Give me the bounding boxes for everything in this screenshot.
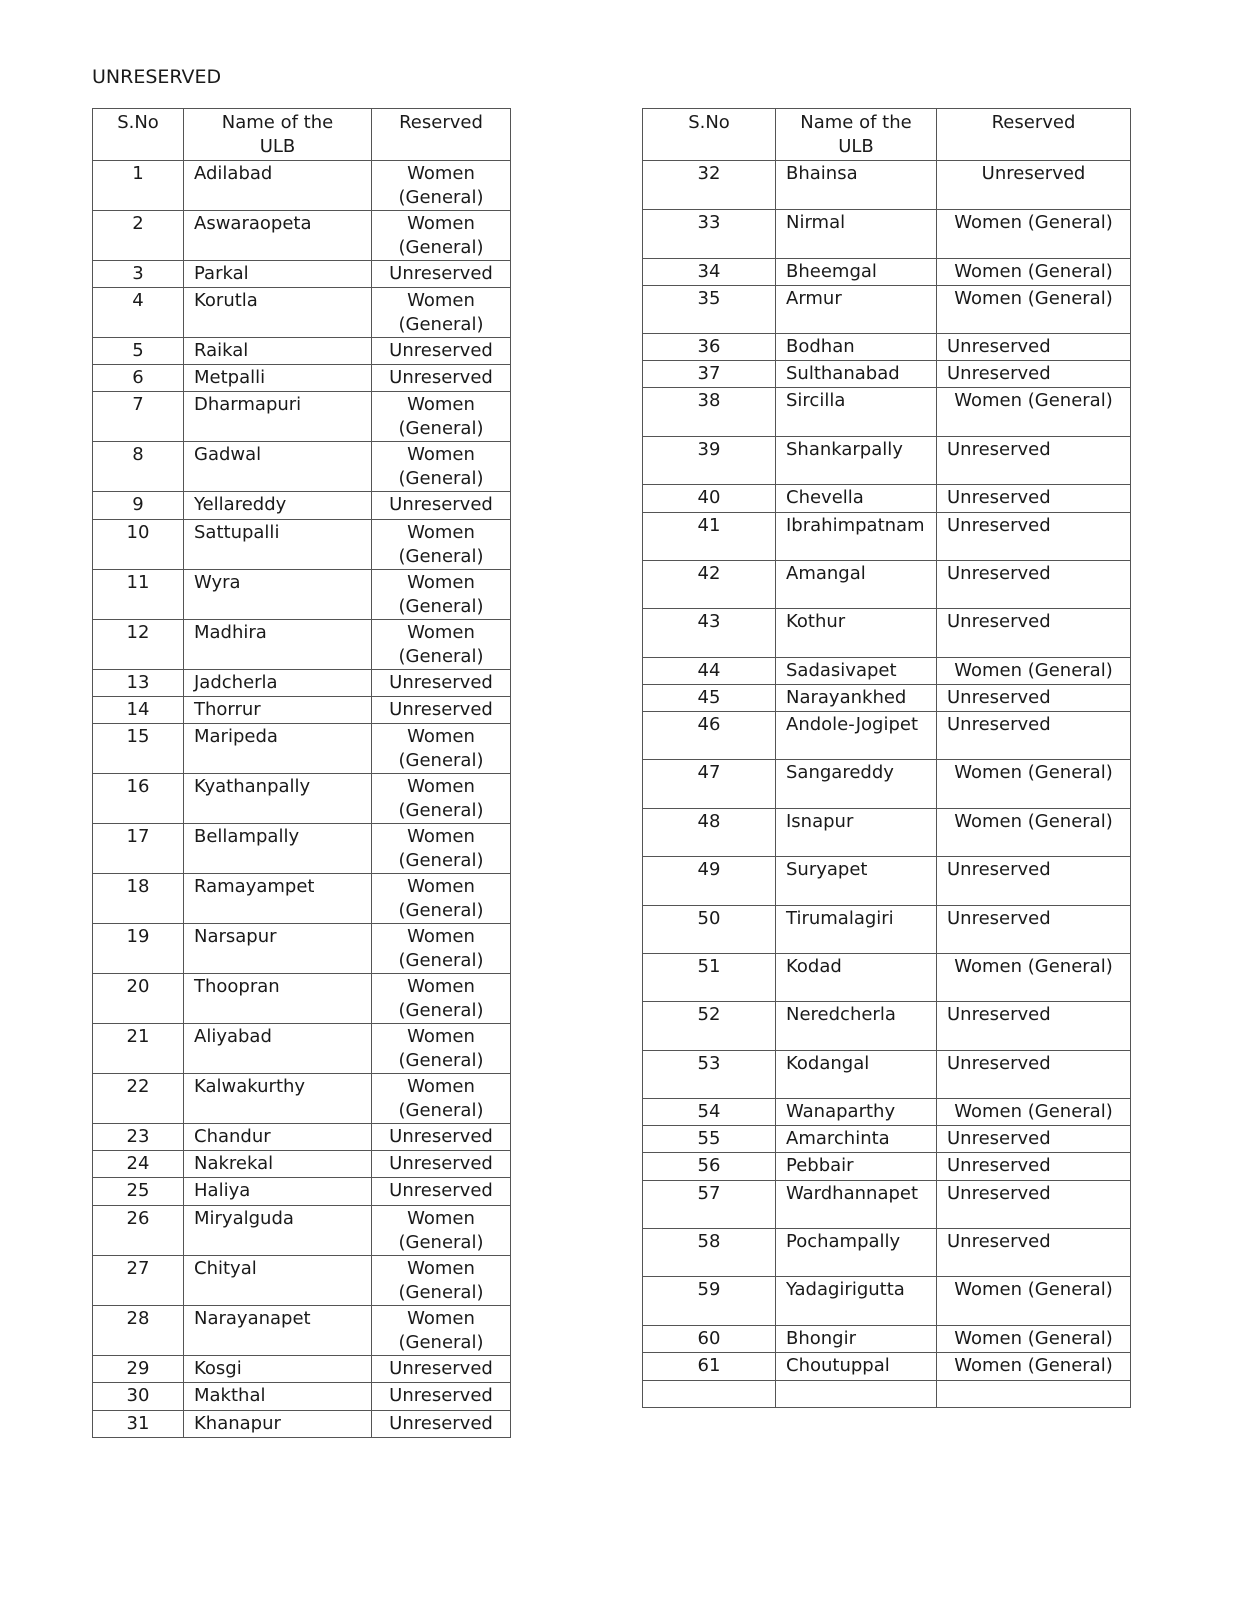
- table-row: [93, 492, 511, 520]
- cell-reserved: Unreserved: [937, 906, 1131, 954]
- table-row: [93, 1306, 511, 1356]
- cell-ulb-name: Raikal: [184, 338, 372, 365]
- table-row: [93, 924, 511, 974]
- table-row: [93, 1383, 511, 1411]
- table-row: [643, 906, 1131, 954]
- cell-sno: 18: [93, 874, 184, 924]
- table-row: [93, 365, 511, 392]
- cell-ulb-name: Gadwal: [184, 442, 372, 492]
- cell-ulb-name: Suryapet: [776, 857, 937, 906]
- cell-ulb-name: Armur: [776, 286, 937, 334]
- cell-ulb-name: Sulthanabad: [776, 361, 937, 388]
- table-row: [93, 261, 511, 288]
- cell-sno: 14: [93, 697, 184, 724]
- cell-ulb-name: Pochampally: [776, 1229, 937, 1277]
- cell-sno: 20: [93, 974, 184, 1024]
- table-row: [93, 570, 511, 620]
- cell-ulb-name: Chandur: [184, 1124, 372, 1151]
- table-row: [93, 874, 511, 924]
- table-row: [93, 520, 511, 570]
- cell-ulb-name: Narsapur: [184, 924, 372, 974]
- table-row: [93, 392, 511, 442]
- cell-ulb-name: Bhongir: [776, 1326, 937, 1353]
- cell-reserved: Women (General): [372, 874, 511, 924]
- cell-sno: 57: [643, 1181, 776, 1229]
- cell-sno: 10: [93, 520, 184, 570]
- cell-reserved: Unreserved: [937, 609, 1131, 658]
- cell-reserved: Unreserved: [937, 334, 1131, 361]
- cell-ulb-name: [776, 1381, 937, 1408]
- cell-sno: 30: [93, 1383, 184, 1411]
- cell-sno: 8: [93, 442, 184, 492]
- cell-ulb-name: Amarchinta: [776, 1126, 937, 1153]
- table-row: [93, 974, 511, 1024]
- table-row: [93, 1151, 511, 1178]
- cell-reserved: Unreserved: [372, 670, 511, 697]
- cell-ulb-name: Yellareddy: [184, 492, 372, 520]
- table-row: [643, 1353, 1131, 1381]
- cell-ulb-name: Kodad: [776, 954, 937, 1002]
- cell-ulb-name: Metpalli: [184, 365, 372, 392]
- cell-reserved: Women (General): [937, 658, 1131, 685]
- cell-sno: 42: [643, 561, 776, 609]
- cell-reserved: Women (General): [372, 288, 511, 338]
- cell-reserved: Women (General): [937, 954, 1131, 1002]
- table-row: [643, 954, 1131, 1002]
- cell-sno: 33: [643, 210, 776, 259]
- cell-ulb-name: Wyra: [184, 570, 372, 620]
- page-heading: UNRESERVED: [92, 66, 222, 88]
- cell-sno: 7: [93, 392, 184, 442]
- cell-reserved: Unreserved: [372, 365, 511, 392]
- table-row: [93, 1206, 511, 1256]
- cell-ulb-name: Aswaraopeta: [184, 211, 372, 261]
- cell-reserved: Women (General): [937, 286, 1131, 334]
- cell-ulb-name: Kodangal: [776, 1051, 937, 1099]
- cell-reserved: Unreserved: [937, 1002, 1131, 1051]
- cell-sno: 46: [643, 712, 776, 760]
- table-row: [93, 1256, 511, 1306]
- cell-sno: 55: [643, 1126, 776, 1153]
- cell-sno: 31: [93, 1411, 184, 1438]
- table-row: [643, 1099, 1131, 1126]
- cell-ulb-name: Shankarpally: [776, 437, 937, 485]
- table-row: [643, 1153, 1131, 1181]
- cell-ulb-name: Nakrekal: [184, 1151, 372, 1178]
- cell-reserved: Unreserved: [937, 1153, 1131, 1181]
- cell-ulb-name: Miryalguda: [184, 1206, 372, 1256]
- table-row: [643, 1277, 1131, 1326]
- cell-ulb-name: Narayankhed: [776, 685, 937, 712]
- cell-reserved: Women (General): [372, 1206, 511, 1256]
- cell-reserved: Women (General): [937, 1326, 1131, 1353]
- table-row: [643, 809, 1131, 857]
- cell-reserved: Unreserved: [937, 1181, 1131, 1229]
- cell-ulb-name: Makthal: [184, 1383, 372, 1411]
- cell-sno: 22: [93, 1074, 184, 1124]
- table-row: [93, 442, 511, 492]
- cell-sno: 52: [643, 1002, 776, 1051]
- table-row: [93, 774, 511, 824]
- cell-ulb-name: Chevella: [776, 485, 937, 513]
- cell-reserved: Unreserved: [372, 338, 511, 365]
- ulb-table-right: [642, 108, 1131, 1408]
- cell-reserved: Women (General): [937, 259, 1131, 286]
- cell-reserved: Women (General): [372, 974, 511, 1024]
- cell-reserved: Unreserved: [937, 1051, 1131, 1099]
- header-sno: S.No: [93, 109, 184, 161]
- cell-sno: 39: [643, 437, 776, 485]
- cell-reserved: Women (General): [937, 809, 1131, 857]
- table-row: [643, 513, 1131, 561]
- cell-ulb-name: Sircilla: [776, 388, 937, 437]
- cell-sno: 16: [93, 774, 184, 824]
- table-row: [643, 437, 1131, 485]
- cell-ulb-name: Madhira: [184, 620, 372, 670]
- cell-ulb-name: Choutuppal: [776, 1353, 937, 1381]
- cell-sno: 56: [643, 1153, 776, 1181]
- table-row: [93, 1074, 511, 1124]
- table-row: [643, 388, 1131, 437]
- cell-ulb-name: Khanapur: [184, 1411, 372, 1438]
- cell-ulb-name: Bheemgal: [776, 259, 937, 286]
- cell-reserved: Women (General): [372, 211, 511, 261]
- cell-ulb-name: Adilabad: [184, 161, 372, 211]
- cell-ulb-name: Kyathanpally: [184, 774, 372, 824]
- cell-reserved: Unreserved: [937, 685, 1131, 712]
- cell-ulb-name: Korutla: [184, 288, 372, 338]
- cell-ulb-name: Amangal: [776, 561, 937, 609]
- cell-reserved: Women (General): [372, 392, 511, 442]
- table-row: [93, 824, 511, 874]
- table-row: [643, 286, 1131, 334]
- cell-reserved: Unreserved: [372, 1178, 511, 1206]
- cell-reserved: Women (General): [372, 570, 511, 620]
- cell-ulb-name: Kalwakurthy: [184, 1074, 372, 1124]
- cell-reserved: Women (General): [372, 774, 511, 824]
- cell-sno: 35: [643, 286, 776, 334]
- table-row: [643, 1181, 1131, 1229]
- header-name: Name of the ULB: [776, 109, 937, 161]
- cell-reserved: Women (General): [372, 824, 511, 874]
- cell-ulb-name: Maripeda: [184, 724, 372, 774]
- cell-sno: 54: [643, 1099, 776, 1126]
- table-row: [643, 712, 1131, 760]
- cell-reserved: Women (General): [937, 210, 1131, 259]
- table-row: [643, 259, 1131, 286]
- cell-ulb-name: Ramayampet: [184, 874, 372, 924]
- cell-ulb-name: Chityal: [184, 1256, 372, 1306]
- cell-sno: 50: [643, 906, 776, 954]
- cell-ulb-name: Neredcherla: [776, 1002, 937, 1051]
- cell-sno: 51: [643, 954, 776, 1002]
- table-row: [643, 561, 1131, 609]
- cell-reserved: Unreserved: [372, 1124, 511, 1151]
- cell-reserved: Unreserved: [937, 161, 1131, 210]
- table-row: [93, 1024, 511, 1074]
- cell-sno: 60: [643, 1326, 776, 1353]
- cell-sno: 21: [93, 1024, 184, 1074]
- cell-ulb-name: Haliya: [184, 1178, 372, 1206]
- cell-ulb-name: Tirumalagiri: [776, 906, 937, 954]
- cell-sno: 4: [93, 288, 184, 338]
- cell-ulb-name: Isnapur: [776, 809, 937, 857]
- cell-reserved: Unreserved: [937, 361, 1131, 388]
- table-row: [643, 1326, 1131, 1353]
- cell-sno: 27: [93, 1256, 184, 1306]
- cell-ulb-name: Thoopran: [184, 974, 372, 1024]
- cell-sno: 49: [643, 857, 776, 906]
- cell-sno: 11: [93, 570, 184, 620]
- cell-sno: 15: [93, 724, 184, 774]
- header-name: Name of the ULB: [184, 109, 372, 161]
- cell-ulb-name: Andole-Jogipet: [776, 712, 937, 760]
- cell-sno: 59: [643, 1277, 776, 1326]
- cell-reserved: Unreserved: [937, 437, 1131, 485]
- cell-reserved: Unreserved: [372, 1356, 511, 1383]
- cell-reserved: Unreserved: [937, 857, 1131, 906]
- cell-ulb-name: Wanaparthy: [776, 1099, 937, 1126]
- table-row: [643, 1051, 1131, 1099]
- cell-sno: 47: [643, 760, 776, 809]
- table-row: [643, 485, 1131, 513]
- header-reserved: Reserved: [372, 109, 511, 161]
- table-row: [93, 211, 511, 261]
- cell-sno: 38: [643, 388, 776, 437]
- cell-reserved: Unreserved: [372, 1383, 511, 1411]
- cell-ulb-name: Nirmal: [776, 210, 937, 259]
- table-row: [643, 361, 1131, 388]
- cell-reserved: Unreserved: [937, 485, 1131, 513]
- table-header-row: [93, 109, 511, 161]
- table-row: [93, 670, 511, 697]
- cell-reserved: Women (General): [372, 1256, 511, 1306]
- cell-ulb-name: Ibrahimpatnam: [776, 513, 937, 561]
- table-row: [643, 760, 1131, 809]
- table-row: [643, 334, 1131, 361]
- cell-reserved: Unreserved: [937, 1126, 1131, 1153]
- table-row: [93, 161, 511, 211]
- cell-ulb-name: Narayanapet: [184, 1306, 372, 1356]
- cell-ulb-name: Sattupalli: [184, 520, 372, 570]
- cell-sno: 37: [643, 361, 776, 388]
- cell-reserved: Unreserved: [937, 712, 1131, 760]
- table-row: [643, 1229, 1131, 1277]
- cell-sno: [643, 1381, 776, 1408]
- cell-sno: 36: [643, 334, 776, 361]
- cell-reserved: Women (General): [937, 1353, 1131, 1381]
- cell-sno: 61: [643, 1353, 776, 1381]
- cell-reserved: Unreserved: [372, 492, 511, 520]
- cell-reserved: Unreserved: [937, 513, 1131, 561]
- cell-reserved: Women (General): [937, 1277, 1131, 1326]
- cell-reserved: Unreserved: [372, 1411, 511, 1438]
- cell-sno: 32: [643, 161, 776, 210]
- table-row: [93, 1178, 511, 1206]
- table-row: [643, 658, 1131, 685]
- cell-reserved: Women (General): [372, 161, 511, 211]
- cell-sno: 23: [93, 1124, 184, 1151]
- cell-sno: 17: [93, 824, 184, 874]
- ulb-table-left: [92, 108, 511, 1438]
- cell-ulb-name: Bodhan: [776, 334, 937, 361]
- cell-sno: 6: [93, 365, 184, 392]
- cell-sno: 58: [643, 1229, 776, 1277]
- cell-reserved: Unreserved: [937, 561, 1131, 609]
- table-row: [93, 338, 511, 365]
- table-row: [93, 697, 511, 724]
- cell-reserved: [937, 1381, 1131, 1408]
- table-row: [643, 1381, 1131, 1408]
- table-row: [643, 210, 1131, 259]
- cell-reserved: Women (General): [372, 520, 511, 570]
- cell-sno: 40: [643, 485, 776, 513]
- table-row: [643, 609, 1131, 658]
- table-row: [93, 288, 511, 338]
- cell-ulb-name: Jadcherla: [184, 670, 372, 697]
- cell-sno: 48: [643, 809, 776, 857]
- cell-sno: 28: [93, 1306, 184, 1356]
- cell-reserved: Women (General): [372, 620, 511, 670]
- cell-ulb-name: Kothur: [776, 609, 937, 658]
- table-row: [643, 161, 1131, 210]
- cell-reserved: Women (General): [372, 724, 511, 774]
- cell-reserved: Unreserved: [372, 261, 511, 288]
- cell-reserved: Women (General): [937, 388, 1131, 437]
- cell-sno: 29: [93, 1356, 184, 1383]
- cell-sno: 45: [643, 685, 776, 712]
- cell-sno: 5: [93, 338, 184, 365]
- cell-reserved: Unreserved: [937, 1229, 1131, 1277]
- table-row: [643, 685, 1131, 712]
- cell-sno: 34: [643, 259, 776, 286]
- table-row: [643, 1002, 1131, 1051]
- cell-ulb-name: Sadasivapet: [776, 658, 937, 685]
- cell-sno: 13: [93, 670, 184, 697]
- table-row: [93, 620, 511, 670]
- cell-ulb-name: Kosgi: [184, 1356, 372, 1383]
- table-row: [643, 1126, 1131, 1153]
- cell-sno: 24: [93, 1151, 184, 1178]
- cell-sno: 19: [93, 924, 184, 974]
- header-sno: S.No: [643, 109, 776, 161]
- cell-sno: 43: [643, 609, 776, 658]
- cell-sno: 44: [643, 658, 776, 685]
- cell-sno: 1: [93, 161, 184, 211]
- table-row: [93, 1356, 511, 1383]
- cell-reserved: Women (General): [372, 1024, 511, 1074]
- cell-sno: 2: [93, 211, 184, 261]
- cell-sno: 26: [93, 1206, 184, 1256]
- cell-reserved: Unreserved: [372, 697, 511, 724]
- table-row: [93, 1124, 511, 1151]
- cell-ulb-name: Yadagirigutta: [776, 1277, 937, 1326]
- cell-reserved: Women (General): [937, 760, 1131, 809]
- cell-sno: 25: [93, 1178, 184, 1206]
- cell-sno: 41: [643, 513, 776, 561]
- header-reserved: Reserved: [937, 109, 1131, 161]
- cell-ulb-name: Bhainsa: [776, 161, 937, 210]
- cell-sno: 53: [643, 1051, 776, 1099]
- cell-sno: 9: [93, 492, 184, 520]
- cell-ulb-name: Dharmapuri: [184, 392, 372, 442]
- cell-ulb-name: Parkal: [184, 261, 372, 288]
- cell-ulb-name: Bellampally: [184, 824, 372, 874]
- table-row: [93, 724, 511, 774]
- cell-reserved: Women (General): [372, 442, 511, 492]
- cell-sno: 3: [93, 261, 184, 288]
- cell-ulb-name: Pebbair: [776, 1153, 937, 1181]
- cell-ulb-name: Thorrur: [184, 697, 372, 724]
- cell-ulb-name: Sangareddy: [776, 760, 937, 809]
- table-row: [643, 857, 1131, 906]
- cell-reserved: Women (General): [372, 1306, 511, 1356]
- cell-sno: 12: [93, 620, 184, 670]
- cell-reserved: Women (General): [372, 924, 511, 974]
- cell-ulb-name: Wardhannapet: [776, 1181, 937, 1229]
- table-header-row: [643, 109, 1131, 161]
- cell-ulb-name: Aliyabad: [184, 1024, 372, 1074]
- cell-reserved: Unreserved: [372, 1151, 511, 1178]
- table-row: [93, 1411, 511, 1438]
- cell-reserved: Women (General): [937, 1099, 1131, 1126]
- cell-reserved: Women (General): [372, 1074, 511, 1124]
